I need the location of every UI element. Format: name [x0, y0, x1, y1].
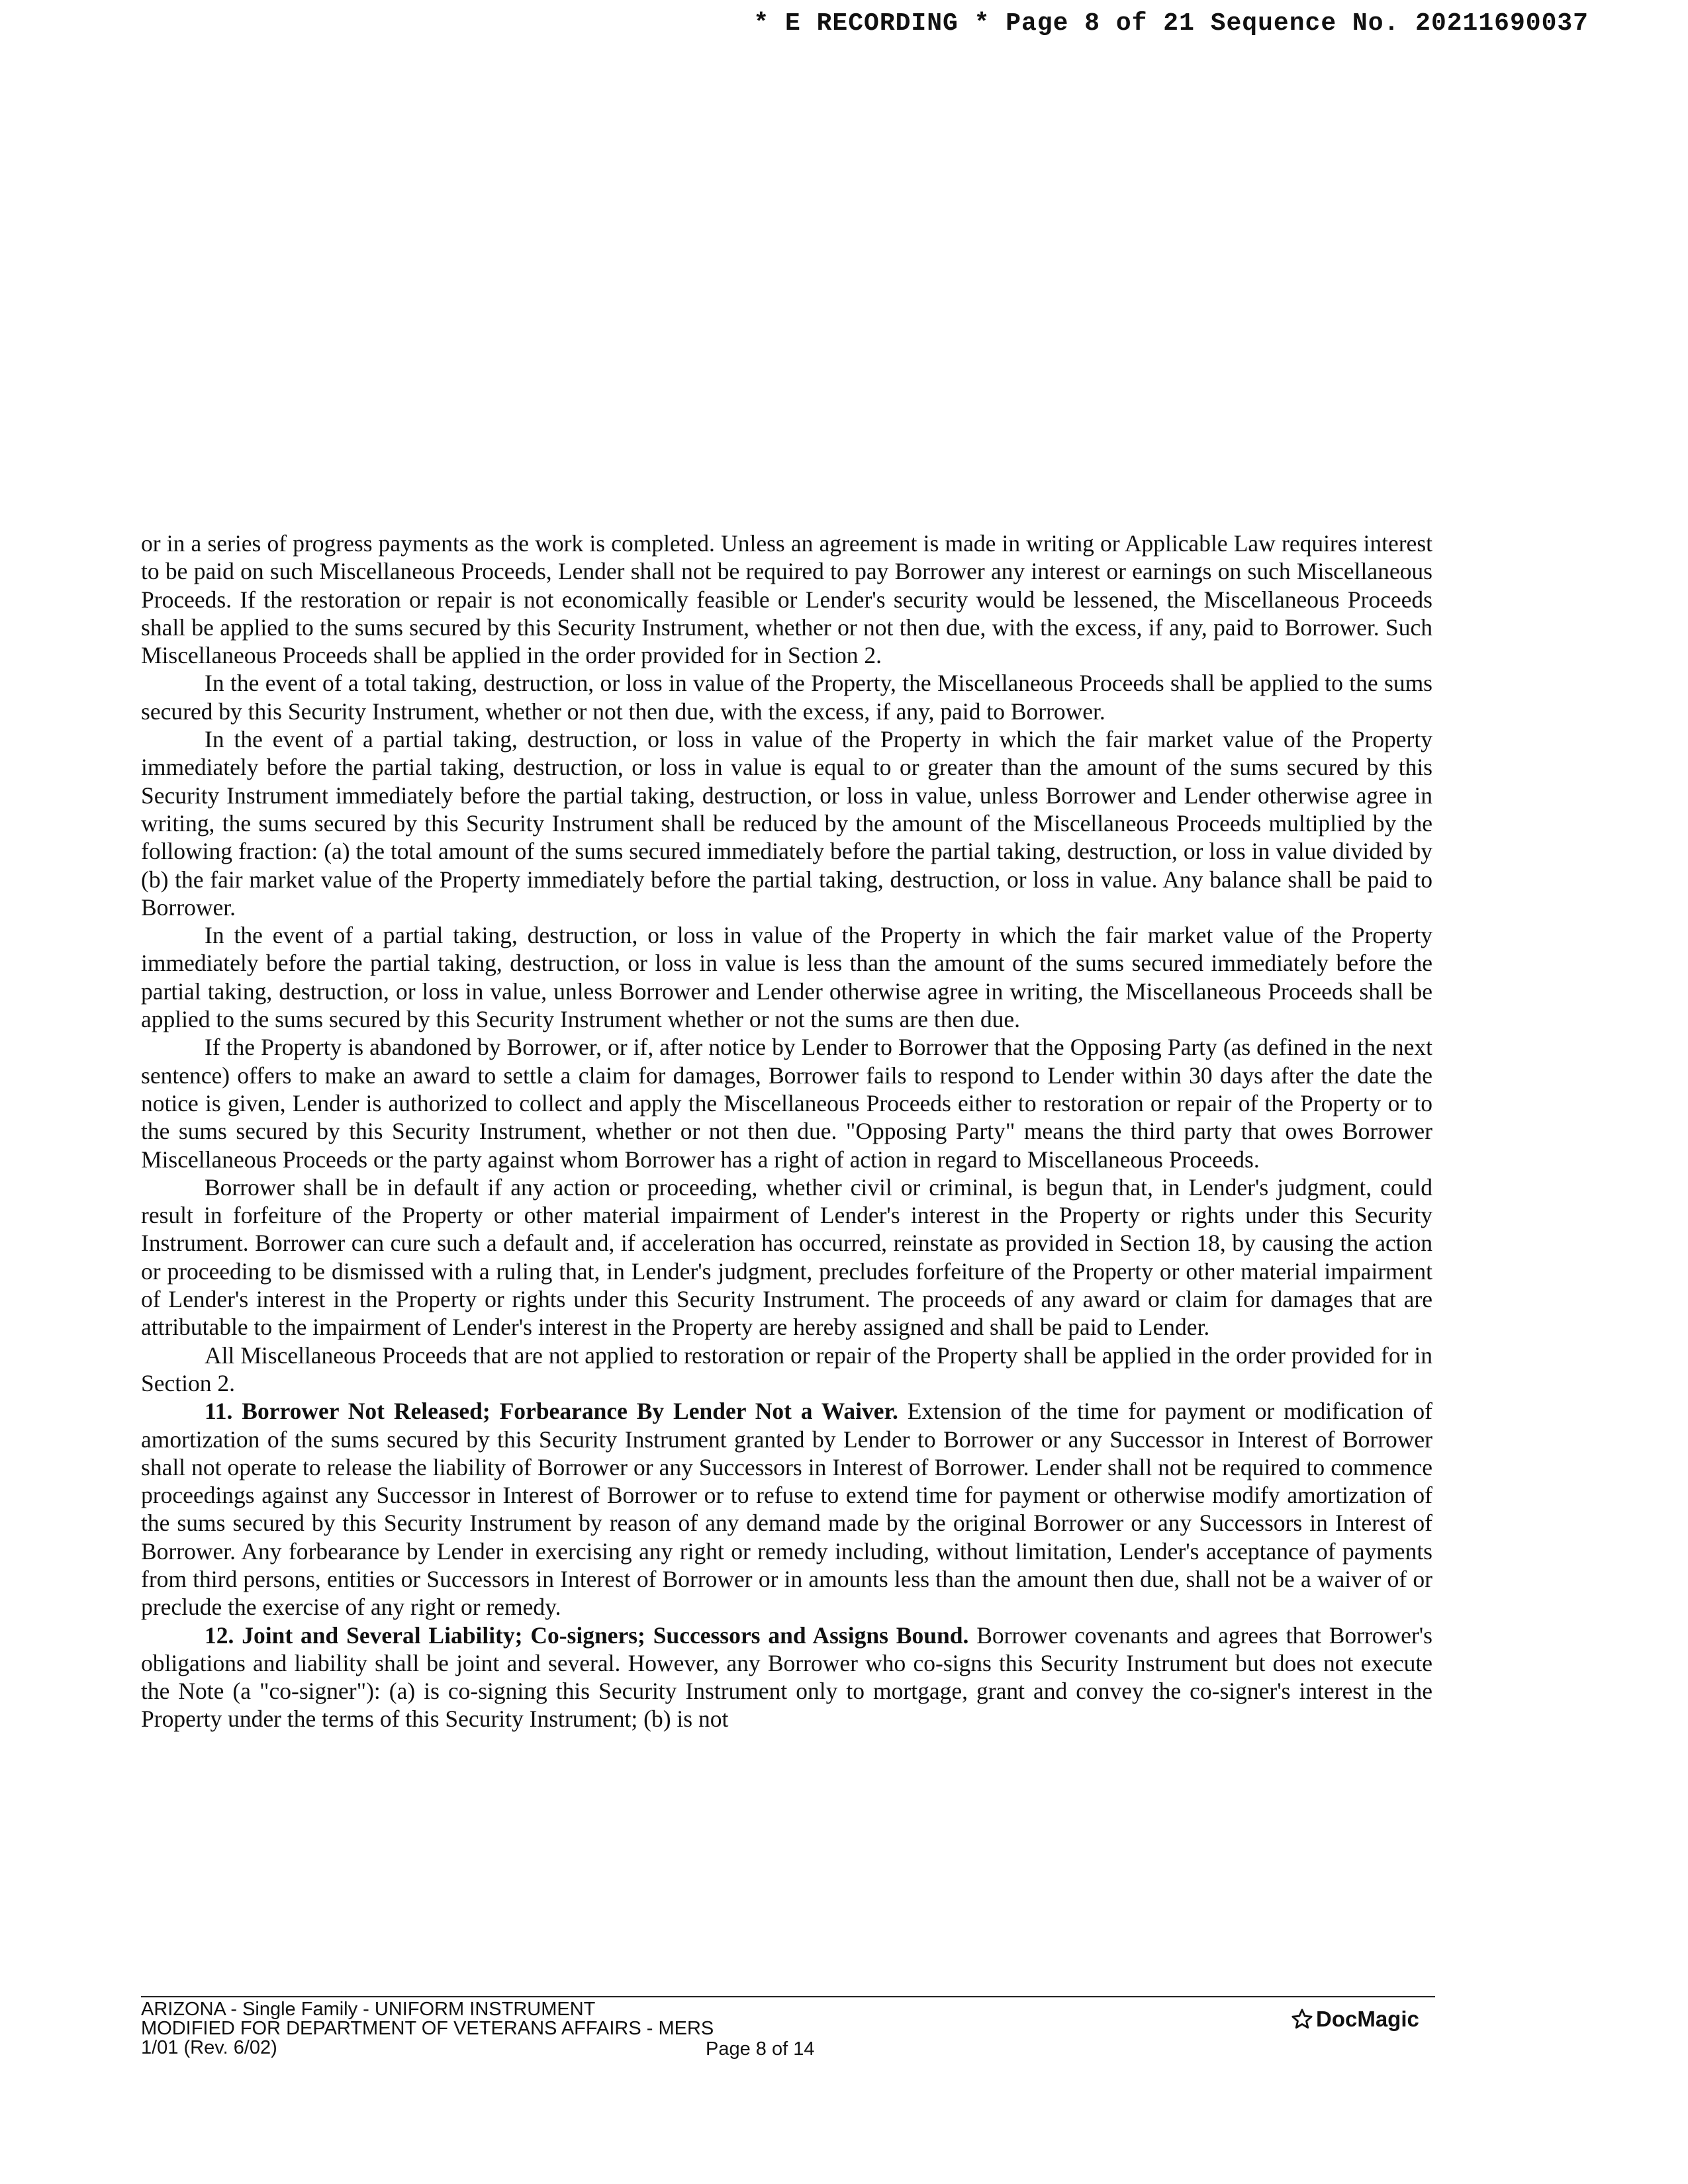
- footer-page-number: Page 8 of 14: [706, 2038, 815, 2060]
- paragraph-borrower-default: Borrower shall be in default if any action or proceeding, whether civil or criminal, is begun that, in Lender's judgment, could result in forfeiture of the Property or other material impairment of Lender's interest in the Property or rights under this Security Instrument. Borrower can cure such a default and, if acceleration has occurred, reinstate as provided in Section 18, by causing the action or proceeding to be dismissed with a ruling that, in Lender's judgment, precludes forfeiture of the Property or other material impairment of Lender's interest in the Property or rights under this Security Instrument. The proceeds of any award or claim for damages that are attributable to the impairment of Lender's interest in the Property are hereby assigned and shall be paid to Lender.: [141, 1173, 1432, 1341]
- section-12: [141, 1621, 1432, 1733]
- paragraph-partial-taking-less: In the event of a partial taking, destruction, or loss in value of the Property in which the fair market value of the Property immediately before the partial taking, destruction, or loss in value is less than the amount of the sums secured immediately before the partial taking, destruction, or loss in value, unless Borrower and Lender otherwise agree in writing, the Miscellaneous Proceeds shall be applied to the sums secured by this Security Instrument whether or not the sums are then due.: [141, 922, 1432, 1033]
- section-11-text: Extension of the time for payment or modification of amortization of the sums secured by this Security Instrument granted by Lender to Borrower or any Successor in Interest of Borrower shall not operate to release the liability of Borrower or any Successors in Interest of Borrower. Lender shall not be required to commence proceedings against any Successor in Interest of Borrower or to refuse to extend time for payment or otherwise modify amortization of the sums secured by this Security Instrument by reason of any demand made by the original Borrower or any Successors in Interest of Borrower. Any forbearance by Lender in exercising any right or remedy including, without limitation, Lender's acceptance of payments from third persons, entities or Successors in Interest of Borrower or in amounts less than the amount then due, shall not be a waiver of or preclude the exercise of any right or remedy.: [141, 1398, 1432, 1621]
- paragraph-proceeds-order: All Miscellaneous Proceeds that are not applied to restoration or repair of the Property shall be applied in the order provided for in Section 2.: [141, 1342, 1432, 1396]
- docmagic-logo-text: DocMagic: [1316, 2007, 1419, 2031]
- paragraph-partial-taking-greater: In the event of a partial taking, destruction, or loss in value of the Property in which the fair market value of the Property immediately before the partial taking, destruction, or loss in value is equal to or greater than the amount of the sums secured by this Security Instrument immediately before the partial taking, destruction, or loss in value, unless Borrower and Lender otherwise agree in writing, the sums secured by this Security Instrument shall be reduced by the amount of the Miscellaneous Proceeds multiplied by the following fraction: (a) the total amount of the sums secured immediately before the partial taking, destruction, or loss in value divided by (b) the fair market value of the Property immediately before the partial taking, destruction, or loss in value. Any balance shall be paid to Borrower.: [141, 726, 1432, 921]
- recording-header: * E RECORDING * Page 8 of 21 Sequence No. 20211690037: [753, 9, 1589, 38]
- footer-line-2: MODIFIED FOR DEPARTMENT OF VETERANS AFFAIRS - MERS: [141, 2018, 714, 2039]
- star-icon: [1291, 2008, 1313, 2030]
- footer-line-1: ARIZONA - Single Family - UNIFORM INSTRUMENT: [141, 1999, 596, 2020]
- footer-divider: [141, 1996, 1435, 1997]
- section-11-heading: 11. Borrower Not Released; Forbearance By Lender Not a Waiver.: [205, 1398, 898, 1425]
- paragraph-continuation: or in a series of progress payments as the work is completed. Unless an agreement is made in writing or Applicable Law requires interest to be paid on such Miscellaneous Proceeds, Lender shall not be required to pay Borrower any interest or earnings on such Miscellaneous Proceeds. If the restoration or repair is not economically feasible or Lender's security would be lessened, the Miscellaneous Proceeds shall be applied to the sums secured by this Security Instrument, whether or not then due, with the excess, if any, paid to Borrower. Such Miscellaneous Proceeds shall be applied in the order provided for in Section 2.: [141, 530, 1432, 669]
- footer-line-3: 1/01 (Rev. 6/02): [141, 2037, 277, 2058]
- section-12-text: Borrower covenants and agrees that Borrower's obligations and liability shall be joint and several. However, any Borrower who co-signs this Security Instrument but does not execute the Note (a "co-signer"): (a) is co-signing this Security Instrument only to mortgage, grant and convey the co-signer's interest in the Property under the terms of this Security Instrument; (b) is not: [141, 1621, 1432, 1733]
- paragraph-abandoned-property: If the Property is abandoned by Borrower, or if, after notice by Lender to Borrower that the Opposing Party (as defined in the next sentence) offers to make an award to settle a claim for damages, Borrower fails to respond to Lender within 30 days after the date the notice is given, Lender is authorized to collect and apply the Miscellaneous Proceeds either to restoration or repair of the Property or to the sums secured by this Security Instrument, whether or not then due. "Opposing Party" means the third party that owes Borrower Miscellaneous Proceeds or the party against whom Borrower has a right of action in regard to Miscellaneous Proceeds.: [141, 1034, 1432, 1173]
- section-12-heading: 12. Joint and Several Liability; Co-signers; Successors and Assigns Bound.: [205, 1621, 969, 1649]
- footer-brand: [1291, 2007, 1419, 2032]
- document-body: [141, 529, 1432, 1733]
- footer-form-info: [141, 2000, 714, 2058]
- paragraph-total-taking: In the event of a total taking, destruction, or loss in value of the Property, the Miscellaneous Proceeds shall be applied to the sums secured by this Security Instrument, whether or not then due, with the excess, if any, paid to Borrower.: [141, 670, 1432, 725]
- section-11: [141, 1397, 1432, 1621]
